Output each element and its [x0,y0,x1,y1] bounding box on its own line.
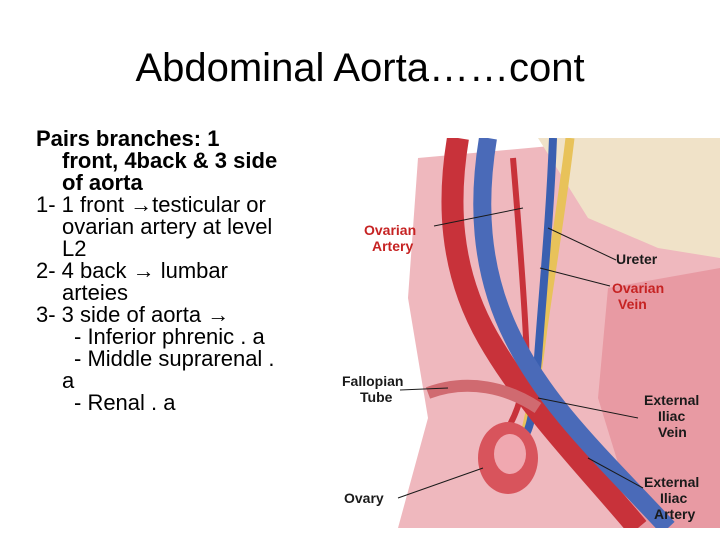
text-line: Pairs branches: 1 [36,126,220,151]
anatomy-illustration [338,138,720,528]
label-ext-iliac-artery-3: Artery [654,506,696,522]
text-line: arteies [62,280,129,305]
ovary-inner [494,434,526,474]
slide-body-text [36,128,346,414]
text-line: ovarian artery at level [62,214,273,239]
anatomy-drawing [338,138,720,528]
slide-title: Abdominal Aorta……cont [135,46,585,90]
text-line: a [62,368,75,393]
text-line: 1- 1 front →testicular or [36,192,266,217]
text-line: of aorta [62,170,143,195]
label-fallopian-tube-1: Fallopian [342,373,404,389]
text-line: front, 4back & 3 side [62,148,278,173]
label-ovary: Ovary [344,490,384,506]
label-ureter: Ureter [616,251,658,267]
label-fallopian-tube-2: Tube [360,389,393,405]
label-ext-iliac-vein-2: Iliac [658,408,686,424]
text-line: 3- 3 side of aorta → [36,302,230,327]
label-ext-iliac-vein-3: Vein [658,424,687,440]
label-ovarian-artery-1: Ovarian [364,222,417,238]
label-ext-iliac-artery-1: External [644,474,700,490]
text-line: - Inferior phrenic . a [74,324,265,349]
text-line: - Middle suprarenal . [74,346,275,371]
label-ext-iliac-vein-1: External [644,392,700,408]
text-line: L2 [62,236,87,261]
label-ovarian-artery-2: Artery [372,238,414,254]
label-ovarian-vein-1: Ovarian [612,280,665,296]
text-line: - Renal . a [74,390,176,415]
label-ovarian-vein-2: Vein [618,296,647,312]
text-line: 2- 4 back → lumbar [36,258,228,283]
label-ext-iliac-artery-2: Iliac [660,490,688,506]
